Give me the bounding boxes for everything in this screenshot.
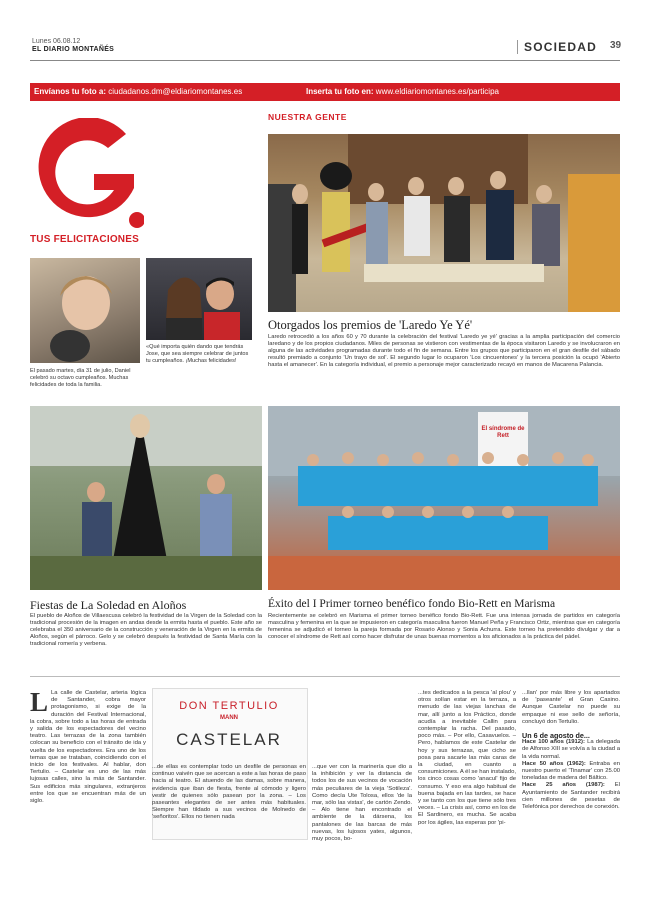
laredo-photo — [268, 134, 620, 312]
efemeride-2-year: Hace 50 años (1962): — [522, 760, 586, 767]
efemeride-3-year: Hace 25 años (1987): — [522, 782, 605, 789]
efemeride-1-year: Hace 100 años (1912): — [522, 739, 585, 746]
tertulio-column-3: ...que ver con la marinería que dio a la inhibición y ver la distancia de todos los de sus vecinos de vocación más peculiares de la vieja 'Sotileza'. Como decía Ute Tolosa, ellos 'de la mar, sólo las vistas', de cartón Zendo. – Alo tiene han encontrado el ambiente de la dársena, los pantalones de las barcas de más nuevas, los lujosos yates, algunos, muy pocos, bo- — [312, 764, 412, 843]
upload-photo-label: Inserta tu foto en: — [306, 87, 374, 96]
tertulio-column-1 — [30, 690, 146, 878]
procession-scene — [30, 406, 262, 590]
tertulio-column-2: ...de ellas es contemplar todo un desfile de personas en continuo vaivén que se acercan a este a las horas de paso hacia al teatro. El atuendo de las damas, sobre manera, evidencia que iban de fiesta, frente al cómodo y ligero vestir de quienes sólo pasean por la zona. – Los paseantes elegantes de ser antes más habituales. Siempre han tildado a sus vecinos de Molnedo de 'señoritos'. Ellos no tienen nada — [152, 764, 306, 821]
felicitaciones-title: TUS FELICITACIONES — [30, 234, 139, 245]
couple-photo — [146, 258, 252, 340]
tertulio-column-4: ...tes dedicados a la pesca 'al plou' y otros solían estar en la terraza, a menudo de las viejas lanchas de mar, allí junto a los Práctico, donde acudía a inevitable Callin para contemplar la racha. Del pasado, poco más. – Por ello, Casavuelos. – Pero, hablamos de este Castelar de hoy y sus terrazas, que cicho se posa para sacarle las más caras de la ciudad, en cuanto a consumiciones. A él se han instalado, los cinco cosas como 'anacul' fijo de consumo. Y eso era algo habitual de buena bajada en las tardes, se hace y se tanto con los que tiene sólo tres veces. – La crisis así, como en los de El Sardinero, es mucha. Se acaba por los ágiles, las esperas por 'pi- — [418, 690, 516, 826]
laredo-body: Laredo retrocedió a los años 60 y 70 durante la celebración del festival 'Laredo ye yé' gracias a la amplia participación del comercio laredano y de los propios ciudadanos. Miles de personas se vistieron con vestimentas de la época visitaron Laredo y se involucraron en alguna de las actividades programadas durante todo el fin de semana. Entre los grupos que participaron en el gran desfile del sábado resultó premiado a conjunto 'Un trayo de sol'. El segundo lugar lo ocuparon 'Los cincuentones' y la tercera posición la ocupó 'Abierto hasta el amanecer'. En la categoría individual, el premio a personaje mejor caracterizado recayó en manos de Macarena Palancia. — [268, 334, 620, 369]
tournament-group — [268, 406, 620, 590]
tertulio-column-5 — [522, 690, 620, 878]
header-divider — [30, 60, 620, 61]
lower-divider — [30, 676, 620, 677]
tertulio-ad-castelar: CASTELAR — [176, 730, 282, 749]
section-name: SOCIEDAD — [517, 40, 597, 54]
laredo-headline: Otorgados los premios de 'Laredo Ye Yé' — [268, 318, 473, 332]
soledad-body: El pueblo de Aloños de Villaescusa celebró la festividad de la Virgen de la Soledad con la tradicional procesión de la imagen en andas desde la ermita hasta el pueblo. Este año se celebraba el 350 aniversario de la construcción y veneración de la Virgen en la ermita de Aloños, según el párroco. Gelo y se celebró después la festividad de Santa María con la tradicional romería y verbena. — [30, 613, 262, 648]
newspaper-name: EL DIARIO MONTAÑÉS — [32, 46, 115, 53]
efemeride-3 — [522, 782, 620, 811]
couple-figures — [146, 258, 252, 340]
tertulio-ad-title: DON TERTULIO — [179, 700, 279, 712]
efemeride-1 — [522, 739, 620, 761]
couple-caption: «Qué importa quién dando que tendrás Jose, que sea siempre celebrar de juntos tu cumpleaños. ¡Muchas felicidades! — [146, 344, 249, 364]
tertulio-column-1-text: La calle de Castelar, arteria lógica de Santander, cobra mayor protagonismo, si exige de la duración del Festival Internacional, la cobra, sobre todo a las horas de entrada y salida de los espectadores del vecino teatro. Las terrazas de la zona también colocan su beneficio con el tránsito de ida y vuelta de los espectadores. Era uno de los temas que se trataban, coincidiendo con el inicio de los festivales. Al hablar, don Tertulio. – Castelar es uno de las más lujosas calles, sino la más de Santander. Sus edificios más singulares, extranjeros entre los que se encuentran más de un siglo. — [30, 690, 146, 805]
soledad-headline: Fiestas de La Soledad en Aloños — [30, 598, 187, 612]
page-number: 39 — [610, 40, 622, 51]
gente-logo — [34, 118, 144, 230]
child-caption: El pasado martes, día 31 de julio, Daniel celebró su octavo cumpleaños. Muchas felicidades de toda la familia. — [30, 368, 131, 388]
efemeride-2-text: Entraba en nuestro puerto el 'Tinamar' con 25.00 toneladas de madera del Báltico. — [522, 760, 620, 782]
upload-photo-url[interactable]: www.eldiariomontanes.es/participa — [375, 87, 499, 96]
nuestra-gente-label: NUESTRA GENTE — [268, 112, 347, 122]
torneo-body: Recientemente se celebró en Marisma el primer torneo benéfico fondo Bio-Rett. Fue una intensa jornada de partidos en categoría masculina y femenina en la que se impusieron en categoría masculina fueron Manuel Peña y Francisco Ortiz, mientras que en categoría femenina se adjudicó el torneo la pareja formada por Rosario Alonso y Sonia Achurra. Este torneo ha pretendido divulgar y dar a conocer el síndrome de Rett así como hacer disfrutar de unas buenas momentos a los aficionados a la práctica del pádel. — [268, 613, 620, 641]
efemerides-title: Un 6 de agosto de... — [522, 731, 590, 741]
efemeride-2 — [522, 761, 620, 783]
torneo-headline: Éxito del I Primer torneo benéfico fondo Bio-Rett en Marisma — [268, 598, 556, 610]
child-photo — [30, 258, 140, 363]
tertulio-column-5-text: ...llan' por más libre y los apartados de 'paseante' el Gran Casino. Aunque Castelar no puede su empaque ni ese sello de señoría, concluyó don Tertulio. — [522, 690, 620, 725]
torneo-photo — [268, 406, 620, 590]
g-letter-shape — [39, 118, 134, 217]
tertulio-ad-mann: MANN — [220, 715, 238, 721]
soledad-photo — [30, 406, 262, 590]
rett-banner: El síndrome de Rett — [481, 426, 525, 439]
laredo-group — [268, 134, 620, 312]
send-photo-email[interactable]: ciudadanos.dm@eldiariomontanes.es — [108, 87, 243, 96]
photo-submission-bar — [30, 83, 620, 101]
send-photo-label: Envíanos tu foto a: — [34, 87, 106, 96]
logo-dot — [129, 212, 144, 228]
drop-cap: L — [30, 690, 49, 717]
efemeride-3-text: El Ayuntamiento de Santander recibirá cien millones de pesetas de Telefónica por derechos de conexión. — [522, 782, 620, 811]
page-date: Lunes 06.08.12 — [32, 38, 81, 45]
gente-word: gente — [98, 152, 120, 161]
efemeride-1-text: La delegada de Alfonso XIII se volvía a la ciudad a la vida normal. — [522, 739, 620, 760]
child-figure — [30, 258, 140, 363]
